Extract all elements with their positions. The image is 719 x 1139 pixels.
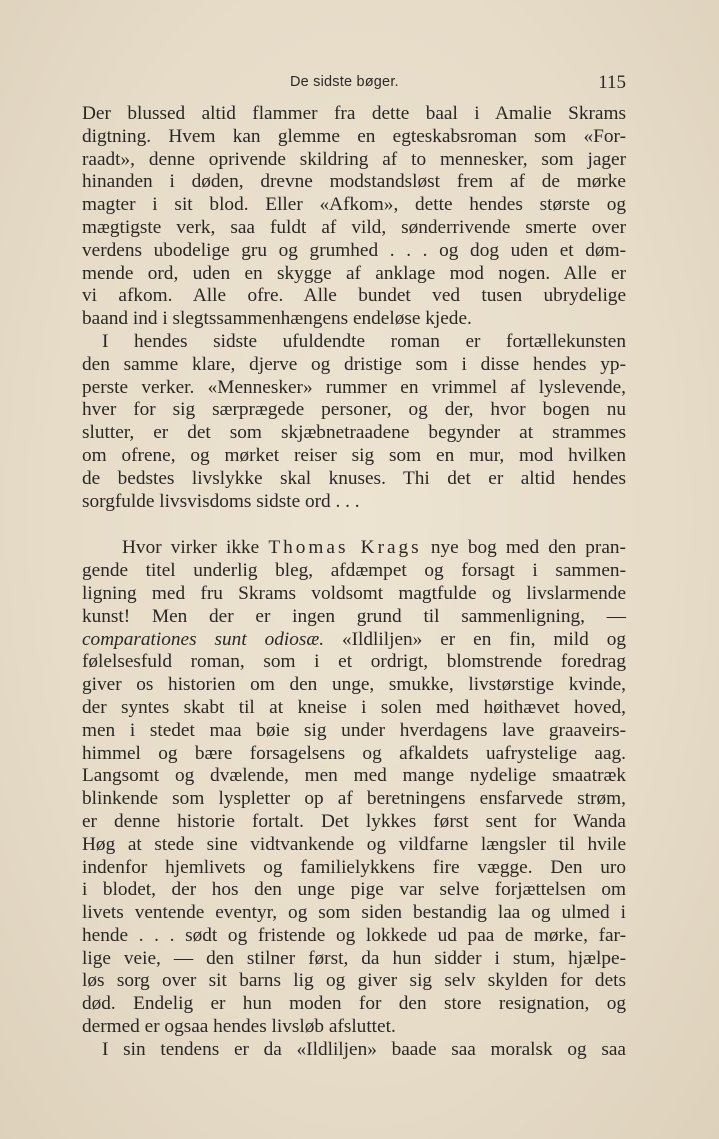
text-line: hende . . . sødt og fristende og lokkede ud paa de mørke, far- <box>82 924 626 946</box>
text-fragment: «Ildliljen» er en fin, mild og <box>324 628 626 650</box>
text-line: kunst! Men der er ingen grund til sammenligning, — <box>82 605 626 627</box>
text-line: i blodet, der hos den unge pige var selve forjættelsen om <box>82 879 626 901</box>
text-line: sorgfulde livsvisdoms sidste ord . . . <box>82 490 360 512</box>
author-name-spaced: Thomas Krags <box>268 537 422 559</box>
page-number: 115 <box>598 72 626 93</box>
text-line: dermed er ogsaa hendes livsløb afsluttet. <box>82 1016 396 1038</box>
text-line: blinkende som lyspletter op af beretningens ensfarvede strøm, <box>82 788 626 810</box>
text-line: mende ord, uden en skygge af anklage mod nogen. Alle er <box>82 262 626 284</box>
text-line: mægtigste verk, saa fuldt af vild, sønderrivende smerte over <box>82 216 626 238</box>
text-line: ligning med fru Skrams voldsomt magtfulde og livslarmende <box>82 582 626 604</box>
text-line: gende titel underlig bleg, afdæmpet og forsagt i sammen- <box>82 560 626 582</box>
running-head: De sidste bøger. <box>290 74 399 90</box>
text-line: himmel og bære forsagelsens og afkaldets uafrystelige aag. <box>82 742 626 764</box>
text-line: vi afkom. Alle ofre. Alle bundet ved tusen ubrydelige <box>82 285 626 307</box>
text-line: hver for sig særprægede personer, og der, hvor bogen nu <box>82 399 626 421</box>
text-line: slutter, er det som skjæbnetraadene begynder at strammes <box>82 422 626 444</box>
latin-phrase: comparationes sunt odiosæ. <box>82 628 325 650</box>
text-line: Langsomt og dvælende, men med mange nydelige smaatræk <box>82 765 626 787</box>
text-line: følelsesfuld roman, som i et ordrigt, blomstrende foredrag <box>82 651 626 673</box>
text-line: verdens ubodelige gru og grumhed . . . og dog uden et døm- <box>82 239 626 261</box>
text-fragment: nye bog med den pran- <box>421 537 626 559</box>
text-line: Der blussed altid flammer fra dette baal i Amalie Skrams <box>82 103 626 124</box>
text-line: men i stedet maa bøie sig under hverdagens lave graaveirs- <box>82 719 626 741</box>
text-fragment: Hvor virker ikke <box>122 537 269 559</box>
text-line <box>82 629 626 652</box>
text-line: den samme klare, djerve og dristige som i disse hendes yp- <box>82 353 626 375</box>
text-line: der syntes skabt til at kneise i solen med høithævet hoved, <box>82 696 626 718</box>
text-line: giver os historien om den unge, smukke, livstørstige kvinde, <box>82 674 626 696</box>
text-line: Høg at stede sine vidtvankende og vildfarne længsler til hvile <box>82 833 626 855</box>
text-line <box>82 537 626 560</box>
text-line: løs sorg over sit barns lig og giver sig selv skylden for dets <box>82 970 626 992</box>
text-line: digtning. Hvem kan glemme en egteskabsroman som «For- <box>82 125 626 147</box>
text-line: hinanden i døden, drevne modstandsløst frem af de mørke <box>82 171 626 193</box>
body-text <box>82 103 626 1062</box>
text-line: de bedstes livslykke skal knuses. Thi det er altid hendes <box>82 467 626 489</box>
page-header <box>82 72 626 94</box>
text-line: indenfor hjemlivets og familielykkens fire vægge. Den uro <box>82 856 626 878</box>
text-line: perste verker. «Mennesker» rummer en vrimmel af lyslevende, <box>82 376 626 398</box>
text-line: magter i sit blod. Eller «Afkom», dette hendes største og <box>82 194 626 216</box>
text-line: livets ventende eventyr, og som siden bestandig laa og ulmed i <box>82 902 626 924</box>
text-line: er denne historie fortalt. Det lykkes først sent for Wanda <box>82 810 626 832</box>
text-line: raadt», denne oprivende skildring af to mennesker, som jager <box>82 148 626 170</box>
text-line: I hendes sidste ufuldendte roman er fortællekunsten <box>102 330 626 352</box>
text-line: baand ind i slegtssammenhængens endeløse kjede. <box>82 308 472 330</box>
section-gap <box>82 513 626 537</box>
text-line: lige veie, — den stilner først, da hun sidder i stum, hjælpe- <box>82 947 626 969</box>
text-line: I sin tendens er da «Ildliljen» baade saa moralsk og saa <box>102 1038 626 1060</box>
text-line: død. Endelig er hun moden for den store resignation, og <box>82 993 626 1015</box>
text-line: om ofrene, og mørket reiser sig som en mur, mod hvilken <box>82 444 626 466</box>
